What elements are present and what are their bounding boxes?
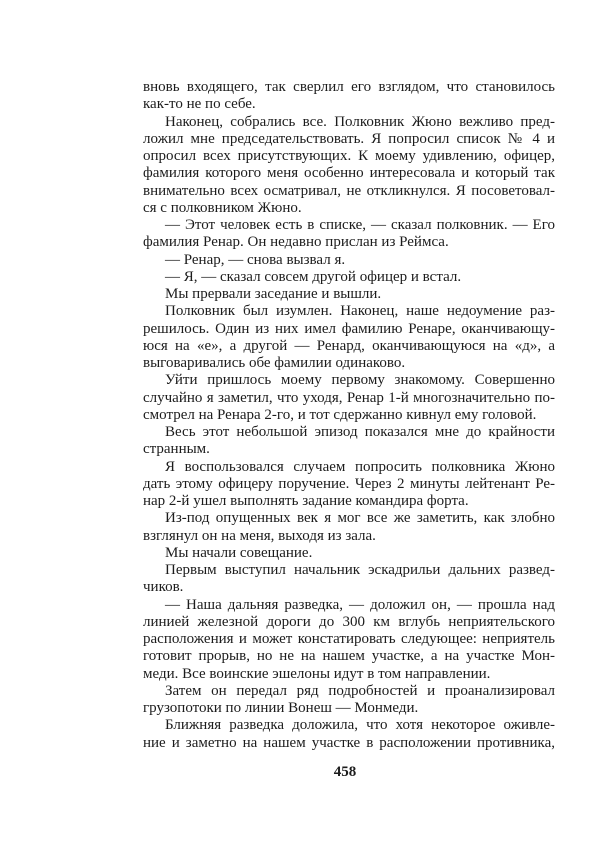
text-line: фамилия Ренар. Он недавно прислан из Реймса.: [143, 234, 449, 251]
text-line: меди. Все воинские эшелоны идут в том направлении.: [143, 665, 491, 682]
text-line: решилось. Один из них имел фамилию Ренаре, оканчивающу-: [143, 320, 555, 337]
text-line: чиков.: [143, 579, 184, 596]
text-line: Мы прервали заседание и вышли.: [165, 286, 382, 302]
text-line: грузопотоки по линии Вонеш — Монмеди.: [143, 700, 419, 716]
text-line: как-то не по себе.: [143, 96, 256, 113]
text-line: Затем он передал ряд подробностей и проанализировал: [165, 682, 555, 699]
text-line: юся на «е», а другой — Ренард, оканчивающуюся на «д», а: [143, 337, 555, 354]
text-line: странным.: [143, 441, 210, 458]
text-line: ложил мне председательствовать. Я попросил список № 4 и: [143, 130, 555, 147]
page-body-text: [143, 79, 555, 752]
text-line: — Я, — сказал совсем другой офицер и встал.: [165, 268, 462, 285]
text-line: Уйти пришлось моему первому знакомому. Совершенно: [165, 372, 555, 389]
text-line: готовит прорыв, но не на нашем участке, а на участке Мон-: [143, 648, 555, 665]
text-line: ся с полковником Жюно.: [143, 199, 302, 216]
text-line: опросил всех присутствующих. К моему удивлению, офицер,: [143, 148, 555, 164]
text-line: Полковник был изумлен. Наконец, наше недоумение раз-: [165, 303, 555, 320]
text-line: смотрел на Ренара 2-го, и тот сдержанно кивнул ему головой.: [143, 406, 537, 423]
text-line: расположения и может констатировать следующее: неприятель: [143, 631, 555, 647]
text-line: Ближняя разведка доложила, что хотя некоторое оживле-: [165, 717, 555, 734]
text-line: вновь входящего, так сверлил его взглядом, что становилось: [143, 79, 555, 95]
text-line: нар 2-й ушел выполнять задание командира форта.: [143, 493, 469, 509]
text-line: выговаривались обе фамилии одинаково.: [143, 355, 406, 371]
text-line: фамилия которого меня особенно интересовала и который так: [143, 165, 555, 182]
text-line: Мы начали совещание.: [165, 544, 313, 561]
text-line: взглянул он на меня, выходя из зала.: [143, 527, 376, 544]
text-line: линией железной дороги до 300 км вглубь неприятельского: [143, 613, 555, 630]
text-line: внимательно всех осматривал, не откликнулся. Я посоветовал-: [143, 182, 555, 199]
text-line: — Ренар, — снова вызвал я.: [165, 251, 346, 268]
text-line: Из-под опущенных век я мог все же заметить, как злобно: [165, 510, 555, 527]
text-line: Я воспользовался случаем попросить полковника Жюно: [165, 458, 555, 475]
text-line: — Этот человек есть в списке, — сказал полковник. — Его: [165, 217, 555, 233]
text-line: ние и заметно на нашем участке в расположении противника,: [143, 734, 555, 751]
text-line: случайно я заметил, что уходя, Ренар 1-й многозначительно по-: [143, 389, 555, 406]
page-number: 458: [333, 764, 357, 780]
text-line: Наконец, собрались все. Полковник Жюно вежливо пред-: [165, 113, 555, 130]
text-line: Весь этот небольшой эпизод показался мне до крайности: [165, 424, 555, 440]
text-line: — Наша дальняя разведка, — доложил он, — прошла над: [165, 596, 555, 613]
text-line: Первым выступил начальник эскадрильи дальних развед-: [165, 562, 555, 578]
text-line: дать этому офицеру поручение. Через 2 минуты лейтенант Ре-: [143, 475, 555, 492]
